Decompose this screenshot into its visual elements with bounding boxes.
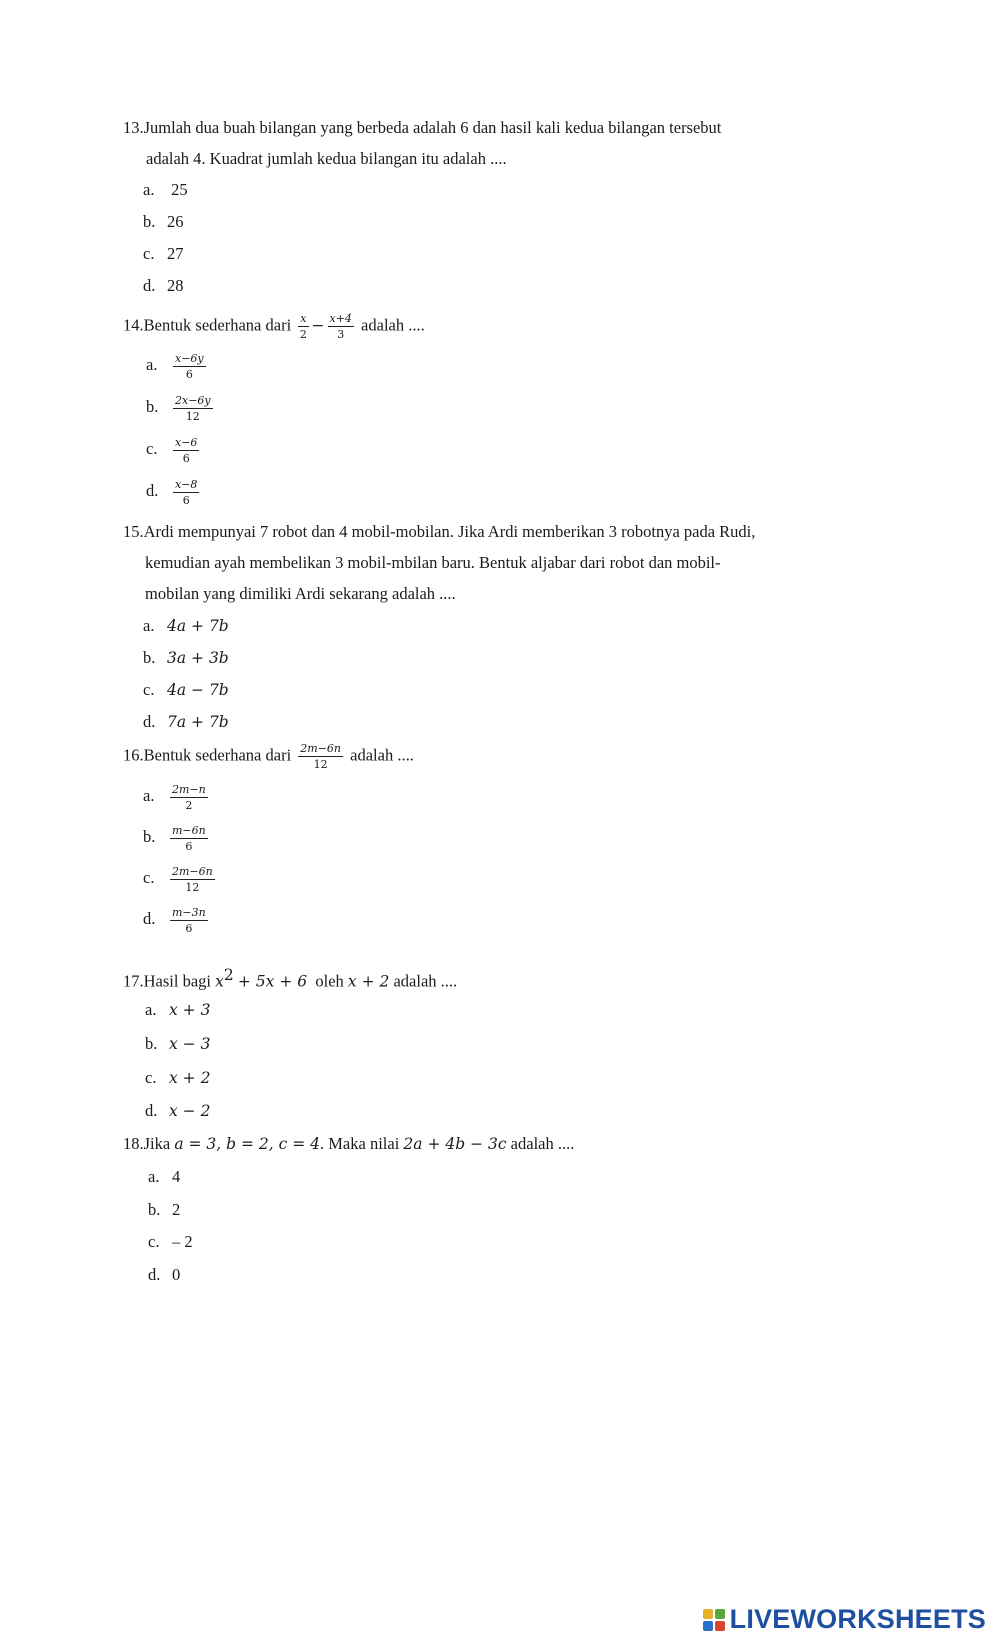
option-label: d. — [143, 909, 156, 929]
logo-square-1 — [703, 1609, 713, 1619]
option-label: c. — [146, 439, 158, 459]
option-label: a. — [146, 355, 158, 375]
fraction-numerator: 2m−6n — [300, 742, 342, 755]
logo-text: LIVEWORKSHEETS — [729, 1604, 986, 1634]
q13-option-b — [143, 212, 184, 232]
option-label: b. — [146, 397, 159, 417]
q14-option-d — [146, 478, 202, 507]
option-text: 26 — [167, 212, 184, 231]
q15-line1: 15.Ardi mempunyai 7 robot dan 4 mobil-mobilan. Jika Ardi memberikan 3 robotnya pada Rudi, — [123, 522, 756, 541]
q16-stem — [123, 742, 414, 771]
q17-mid: oleh — [315, 971, 344, 991]
option-label: d. — [148, 1265, 161, 1284]
fraction-denominator: 2 — [299, 328, 307, 341]
q14-fraction-2 — [328, 312, 354, 341]
q16-option-b — [143, 824, 211, 853]
q16-fraction — [298, 742, 343, 771]
q13-option-c — [143, 244, 184, 264]
option-label: a. — [148, 1167, 160, 1186]
option-text: 4a + 7b — [167, 617, 229, 635]
q17-suffix: adalah .... — [393, 971, 458, 991]
option-text: 2 — [172, 1200, 181, 1219]
q13-line1: 13.Jumlah dua buah bilangan yang berbeda adalah 6 dan hasil kali kedua bilangan tersebut — [123, 118, 722, 137]
option-text: x − 3 — [169, 1035, 211, 1053]
q18-mid: . Maka nilai — [320, 1134, 400, 1153]
logo-icon — [703, 1609, 725, 1631]
q14-prefix: 14.Bentuk sederhana dari — [123, 315, 292, 335]
option-label: a. — [143, 616, 155, 635]
q17-option-b — [145, 1034, 210, 1054]
fraction-numerator: x — [300, 312, 307, 325]
q18-prefix: 18.Jika — [123, 1134, 171, 1153]
fraction-denominator: 12 — [185, 881, 200, 894]
q18-assign: a = 3, b = 2, c = 4 — [174, 1135, 321, 1153]
option-text: 28 — [167, 276, 184, 295]
q17-prefix: 17.Hasil bagi — [123, 971, 211, 991]
option-label: b. — [148, 1200, 161, 1219]
q15-option-a — [143, 616, 229, 636]
option-fraction — [170, 824, 208, 853]
option-text: 27 — [167, 244, 184, 263]
option-label: a. — [143, 786, 155, 806]
option-text: 4a − 7b — [167, 681, 229, 699]
q17-option-d — [145, 1101, 210, 1121]
fraction-numerator: x−6y — [175, 352, 204, 365]
q14-suffix: adalah .... — [361, 315, 425, 335]
option-label: b. — [143, 212, 156, 231]
option-text: – 2 — [172, 1232, 193, 1251]
option-fraction — [173, 436, 199, 465]
fraction-denominator: 3 — [337, 328, 345, 341]
q17-base: x — [215, 972, 224, 991]
fraction-denominator: 2 — [185, 799, 193, 812]
q13-option-d — [143, 276, 184, 296]
fraction-numerator: x−8 — [175, 478, 198, 491]
option-label: d. — [146, 481, 159, 501]
option-label: c. — [148, 1232, 160, 1251]
q16-option-d — [143, 906, 211, 935]
q18-suffix: adalah .... — [510, 1134, 575, 1153]
q15-line3: mobilan yang dimiliki Ardi sekarang adalah .... — [145, 584, 456, 603]
option-label: a. — [145, 1000, 157, 1019]
fraction-numerator: m−6n — [172, 824, 206, 837]
option-label: c. — [145, 1068, 157, 1087]
option-fraction — [170, 783, 208, 812]
fraction-denominator: 12 — [185, 410, 200, 423]
q16-suffix: adalah .... — [350, 745, 414, 765]
option-label: c. — [143, 680, 155, 699]
logo-square-4 — [715, 1621, 725, 1631]
option-text: 0 — [172, 1265, 181, 1284]
option-fraction — [170, 865, 215, 894]
q18-option-d — [148, 1265, 180, 1285]
option-fraction — [170, 906, 208, 935]
fraction-denominator: 6 — [185, 368, 193, 381]
fraction-numerator: x+4 — [329, 312, 352, 325]
option-text: 3a + 3b — [167, 649, 229, 667]
option-label: c. — [143, 868, 155, 888]
q18-option-c — [148, 1232, 193, 1252]
q18-expr: 2a + 4b − 3c — [403, 1135, 507, 1153]
option-fraction — [173, 352, 206, 381]
q18-stem — [123, 1134, 574, 1154]
fraction-denominator: 6 — [182, 452, 190, 465]
option-label: b. — [143, 648, 156, 667]
fraction-denominator: 6 — [182, 494, 190, 507]
q18-option-a — [148, 1167, 180, 1187]
option-label: a. — [143, 180, 155, 199]
fraction-denominator: 6 — [185, 840, 193, 853]
q17-poly-rest: + 5x + 6 — [237, 972, 308, 991]
fraction-numerator: 2m−6n — [172, 865, 213, 878]
option-label: b. — [143, 827, 156, 847]
option-text: x − 2 — [169, 1102, 211, 1120]
q14-minus: − — [311, 316, 325, 335]
q17-stem — [123, 966, 457, 992]
liveworksheets-logo — [703, 1604, 986, 1635]
q15-line2: kemudian ayah membelikan 3 mobil-mbilan baru. Bentuk aljabar dari robot dan mobil- — [145, 553, 721, 572]
q14-option-c — [146, 436, 202, 465]
fraction-numerator: 2x−6y — [175, 394, 211, 407]
q14-option-a — [146, 352, 209, 381]
q16-prefix: 16.Bentuk sederhana dari — [123, 745, 292, 765]
fraction-numerator: m−3n — [172, 906, 206, 919]
q16-option-a — [143, 783, 211, 812]
option-label: c. — [143, 244, 155, 263]
option-text: x + 3 — [169, 1001, 211, 1019]
fraction-numerator: 2m−n — [172, 783, 206, 796]
fraction-numerator: x−6 — [175, 436, 198, 449]
q13-line2: adalah 4. Kuadrat jumlah kedua bilangan itu adalah .... — [146, 149, 507, 168]
q17-exponent: 2 — [223, 966, 234, 984]
option-label: d. — [143, 712, 156, 731]
q18-option-b — [148, 1200, 180, 1220]
option-label: b. — [145, 1034, 158, 1053]
option-text: 7a + 7b — [167, 713, 229, 731]
q13-option-a — [143, 180, 188, 200]
fraction-denominator: 6 — [185, 922, 193, 935]
q17-divisor: x + 2 — [347, 972, 390, 991]
q15-option-d — [143, 712, 229, 732]
option-fraction — [173, 478, 199, 507]
q14-fraction-1 — [298, 312, 308, 341]
option-text: 25 — [171, 180, 188, 199]
q17-option-c — [145, 1068, 210, 1088]
q17-option-a — [145, 1000, 210, 1020]
q15-option-b — [143, 648, 229, 668]
option-label: d. — [145, 1101, 158, 1120]
logo-square-2 — [715, 1609, 725, 1619]
q14-stem — [123, 312, 425, 341]
option-fraction — [173, 394, 213, 423]
logo-square-3 — [703, 1621, 713, 1631]
q14-option-b — [146, 394, 216, 423]
q16-option-c — [143, 865, 218, 894]
option-text: x + 2 — [169, 1069, 211, 1087]
option-label: d. — [143, 276, 156, 295]
option-text: 4 — [172, 1167, 181, 1186]
fraction-denominator: 12 — [313, 758, 328, 771]
q15-option-c — [143, 680, 229, 700]
